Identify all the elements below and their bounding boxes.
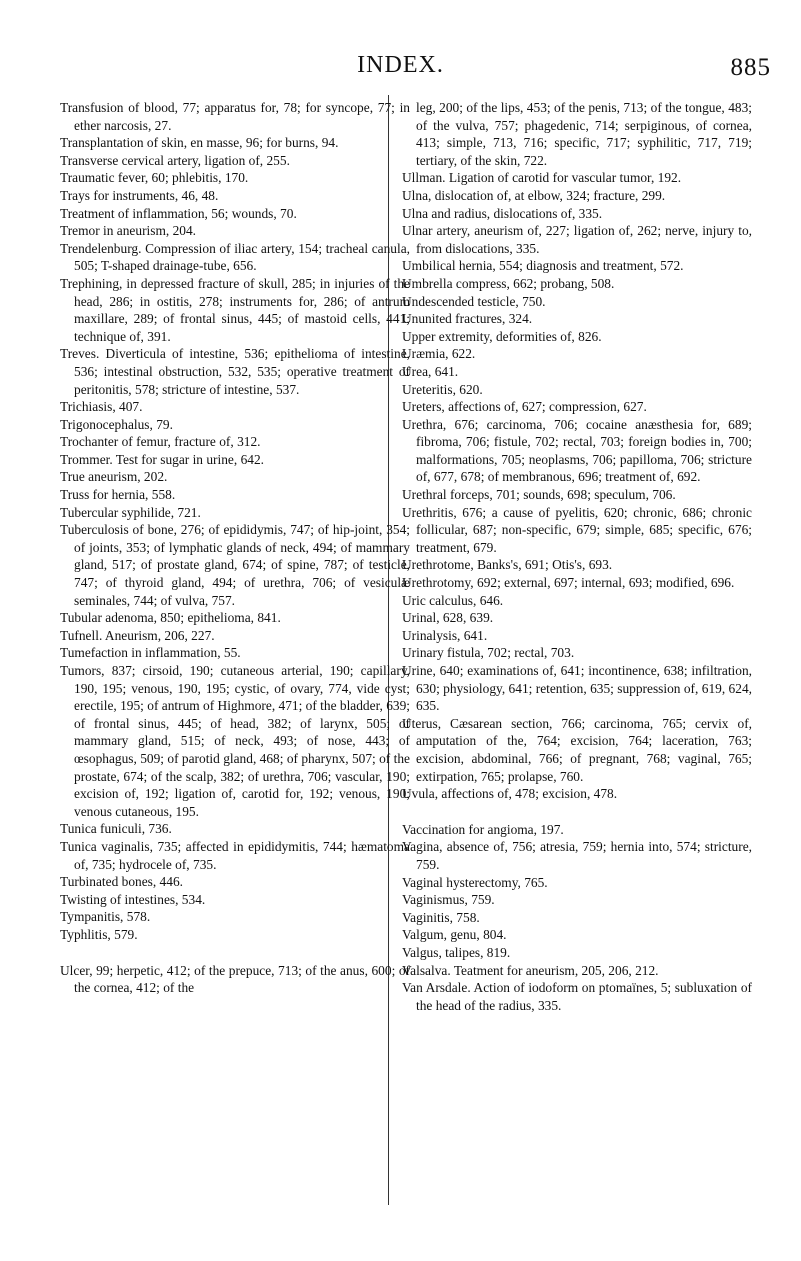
- index-entry: Ullman. Ligation of carotid for vascular tumor, 192.: [402, 170, 682, 186]
- index-entry: Urethrotome, Banks's, 691; Otis's, 693.: [402, 557, 613, 573]
- index-entry: Valgus, talipes, 819.: [402, 944, 511, 960]
- index-entry: Trichiasis, 407.: [60, 399, 143, 415]
- index-entry: Trommer. Test for sugar in urine, 642.: [60, 451, 264, 467]
- index-entry: Umbrella compress, 662; probang, 508.: [402, 275, 615, 291]
- index-entry: Tubercular syphilide, 721.: [60, 504, 201, 520]
- index-entry: Tumefaction in inflammation, 55.: [60, 645, 241, 661]
- index-entry: Treatment of inflammation, 56; wounds, 70.: [60, 205, 297, 221]
- letter-gap: [402, 803, 752, 821]
- index-entry: Undescended testicle, 750.: [402, 293, 546, 309]
- index-entry: Turbinated bones, 446.: [60, 874, 183, 890]
- index-entry: Valgum, genu, 804.: [402, 927, 507, 943]
- page-number: 885: [730, 54, 771, 81]
- index-entry: Uvula, affections of, 478; excision, 478.: [402, 786, 618, 802]
- index-entry: Vagina, absence of, 756; atresia, 759; hernia into, 574; stricture, 759.: [402, 839, 752, 872]
- index-entry: Vaginitis, 758.: [402, 909, 480, 925]
- index-entry: Upper extremity, deformities of, 826.: [402, 328, 602, 344]
- index-entry: Uric calculus, 646.: [402, 592, 504, 608]
- page-title: INDEX.: [357, 52, 444, 78]
- index-entry: Twisting of intestines, 534.: [60, 891, 206, 907]
- index-entry: Tufnell. Aneurism, 206, 227.: [60, 627, 215, 643]
- index-entry: Treves. Diverticula of intestine, 536; epithelioma of intestine, 536; intestinal obstruction, 532, 535; operative treatment of peritonitis, 578; stricture of intestine, 537.: [60, 346, 410, 397]
- index-entry: Ununited fractures, 324.: [402, 311, 533, 327]
- index-entry: Uterus, Cæsarean section, 766; carcinoma, 765; cervix of, amputation of the, 764; excision, 764; laceration, 763; excision, abdominal, 766; of pregnant, 768; vaginal, 765; extirpation, 765; prolapse, 760.: [402, 715, 752, 784]
- index-column-right: [402, 99, 752, 1014]
- index-entry: Ulnar artery, aneurism of, 227; ligation of, 262; nerve, injury to, from dislocations, 335.: [402, 223, 752, 256]
- index-entry: Vaginismus, 759.: [402, 892, 495, 908]
- letter-gap: [60, 944, 410, 962]
- index-entry: Tremor in aneurism, 204.: [60, 223, 197, 239]
- index-entry: Transverse cervical artery, ligation of, 255.: [60, 152, 290, 168]
- index-entry: Trendelenburg. Compression of iliac artery, 154; tracheal canula, 505; T-shaped drainage-tube, 656.: [60, 240, 410, 274]
- page-header: [0, 52, 801, 92]
- index-entry: Trays for instruments, 46, 48.: [60, 187, 219, 203]
- index-entry: Urethral forceps, 701; sounds, 698; speculum, 706.: [402, 487, 676, 503]
- index-entry: Ulcer, 99; herpetic, 412; of the prepuce, 713; of the anus, 600; of the cornea, 412; of the: [60, 962, 410, 996]
- index-entry: Transfusion of blood, 77; apparatus for, 78; for syncope, 77; in ether narcosis, 27.: [60, 100, 410, 133]
- index-entry: True aneurism, 202.: [60, 469, 168, 485]
- index-entry: Traumatic fever, 60; phlebitis, 170.: [60, 170, 249, 186]
- index-entry: Vaccination for angioma, 197.: [402, 821, 564, 837]
- index-entry: Typhlitis, 579.: [60, 926, 138, 942]
- index-entry: Urinary fistula, 702; rectal, 703.: [402, 645, 575, 661]
- index-entry: Urinalysis, 641.: [402, 627, 488, 643]
- index-entry: Tympanitis, 578.: [60, 909, 151, 925]
- index-entry: Umbilical hernia, 554; diagnosis and treatment, 572.: [402, 258, 684, 274]
- index-entry: Trigonocephalus, 79.: [60, 416, 173, 432]
- index-entry: Urea, 641.: [402, 363, 459, 379]
- index-entry: Tumors, 837; cirsoid, 190; cutaneous arterial, 190; capillary, 190, 195; venous, 190, 195; cystic, of ovary, 774, vide cyst; erectile, 195; of antrum of Highmore, 471; of the bladder, 639; of frontal sinus, 445; of head, 382; of larynx, 505; of mammary gland, 515; of neck, 493; of nose, 443; of œsophagus, 509; of parotid gland, 468; of pharynx, 507; of the prostate, 674; of the scalp, 382; of urethra, 706; vascular, 190; excision of, 192; ligation of, carotid for, 192; venous, 190; venous cutaneous, 195.: [60, 663, 410, 819]
- index-column-left: [60, 99, 410, 997]
- index-entry: Ulna and radius, dislocations of, 335.: [402, 205, 603, 221]
- index-entry: Tunica vaginalis, 735; affected in epididymitis, 744; hæmatoma of, 735; hydrocele of, 735.: [60, 838, 410, 872]
- index-entry: Urethra, 676; carcinoma, 706; cocaine anæsthesia for, 689; fibroma, 706; fistule, 702; rectal, 703; foreign bodies in, 700; malformations, 705; neoplasms, 706; papilloma, 706; stricture of, 677, 678; of membranous, 696; treatment of, 692.: [402, 416, 752, 485]
- index-entry: Ureters, affections of, 627; compression, 627.: [402, 399, 647, 415]
- index-entry: Ureteritis, 620.: [402, 381, 483, 397]
- index-entry: Tubular adenoma, 850; epithelioma, 841.: [60, 610, 281, 626]
- index-entry: Urinal, 628, 639.: [402, 610, 494, 626]
- index-entry: Uræmia, 622.: [402, 346, 476, 362]
- index-entry: leg, 200; of the lips, 453; of the penis, 713; of the tongue, 483; of the vulva, 757; phagedenic, 714; serpiginous, of cornea, 413; simple, 713, 716; specific, 717; syphilitic, 717, 719; tertiary, of the skin, 722.: [416, 100, 752, 168]
- index-entry: Trephining, in depressed fracture of skull, 285; in injuries of the head, 286; in ostitis, 278; instruments for, 286; of antrum maxillare, 289; of frontal sinus, 445; of mastoid cells, 441; technique of, 391.: [60, 275, 410, 344]
- index-entry: Urethritis, 676; a cause of pyelitis, 620; chronic, 686; chronic follicular, 687; non-specific, 679; simple, 685; specific, 676; treatment, 679.: [402, 504, 752, 555]
- index-entry: Tunica funiculi, 736.: [60, 821, 172, 837]
- index-entry: Urine, 640; examinations of, 641; incontinence, 638; infiltration, 630; physiology, 641; retention, 635; suppression of, 619, 624, 635.: [402, 663, 752, 714]
- index-entry: Truss for hernia, 558.: [60, 487, 176, 503]
- index-entry: Vaginal hysterectomy, 765.: [402, 874, 548, 890]
- index-entry: Valsalva. Teatment for aneurism, 205, 206, 212.: [402, 962, 659, 978]
- index-entry: Trochanter of femur, fracture of, 312.: [60, 434, 261, 450]
- index-entry: Urethrotomy, 692; external, 697; internal, 693; modified, 696.: [402, 575, 735, 591]
- index-entry: Transplantation of skin, en masse, 96; for burns, 94.: [60, 135, 339, 151]
- index-entry: Van Arsdale. Action of iodoform on ptomaïnes, 5; subluxation of the head of the radius, 335.: [402, 980, 752, 1013]
- index-entry: Ulna, dislocation of, at elbow, 324; fracture, 299.: [402, 187, 666, 203]
- index-entry: Tuberculosis of bone, 276; of epididymis, 747; of hip-joint, 354; of joints, 353; of lymphatic glands of neck, 494; of mammary gland, 517; of prostate gland, 674; of spine, 787; of testicle, 747; of thyroid gland, 494; of urethra, 706; of vesiculæ seminales, 744; of vulva, 757.: [60, 522, 410, 608]
